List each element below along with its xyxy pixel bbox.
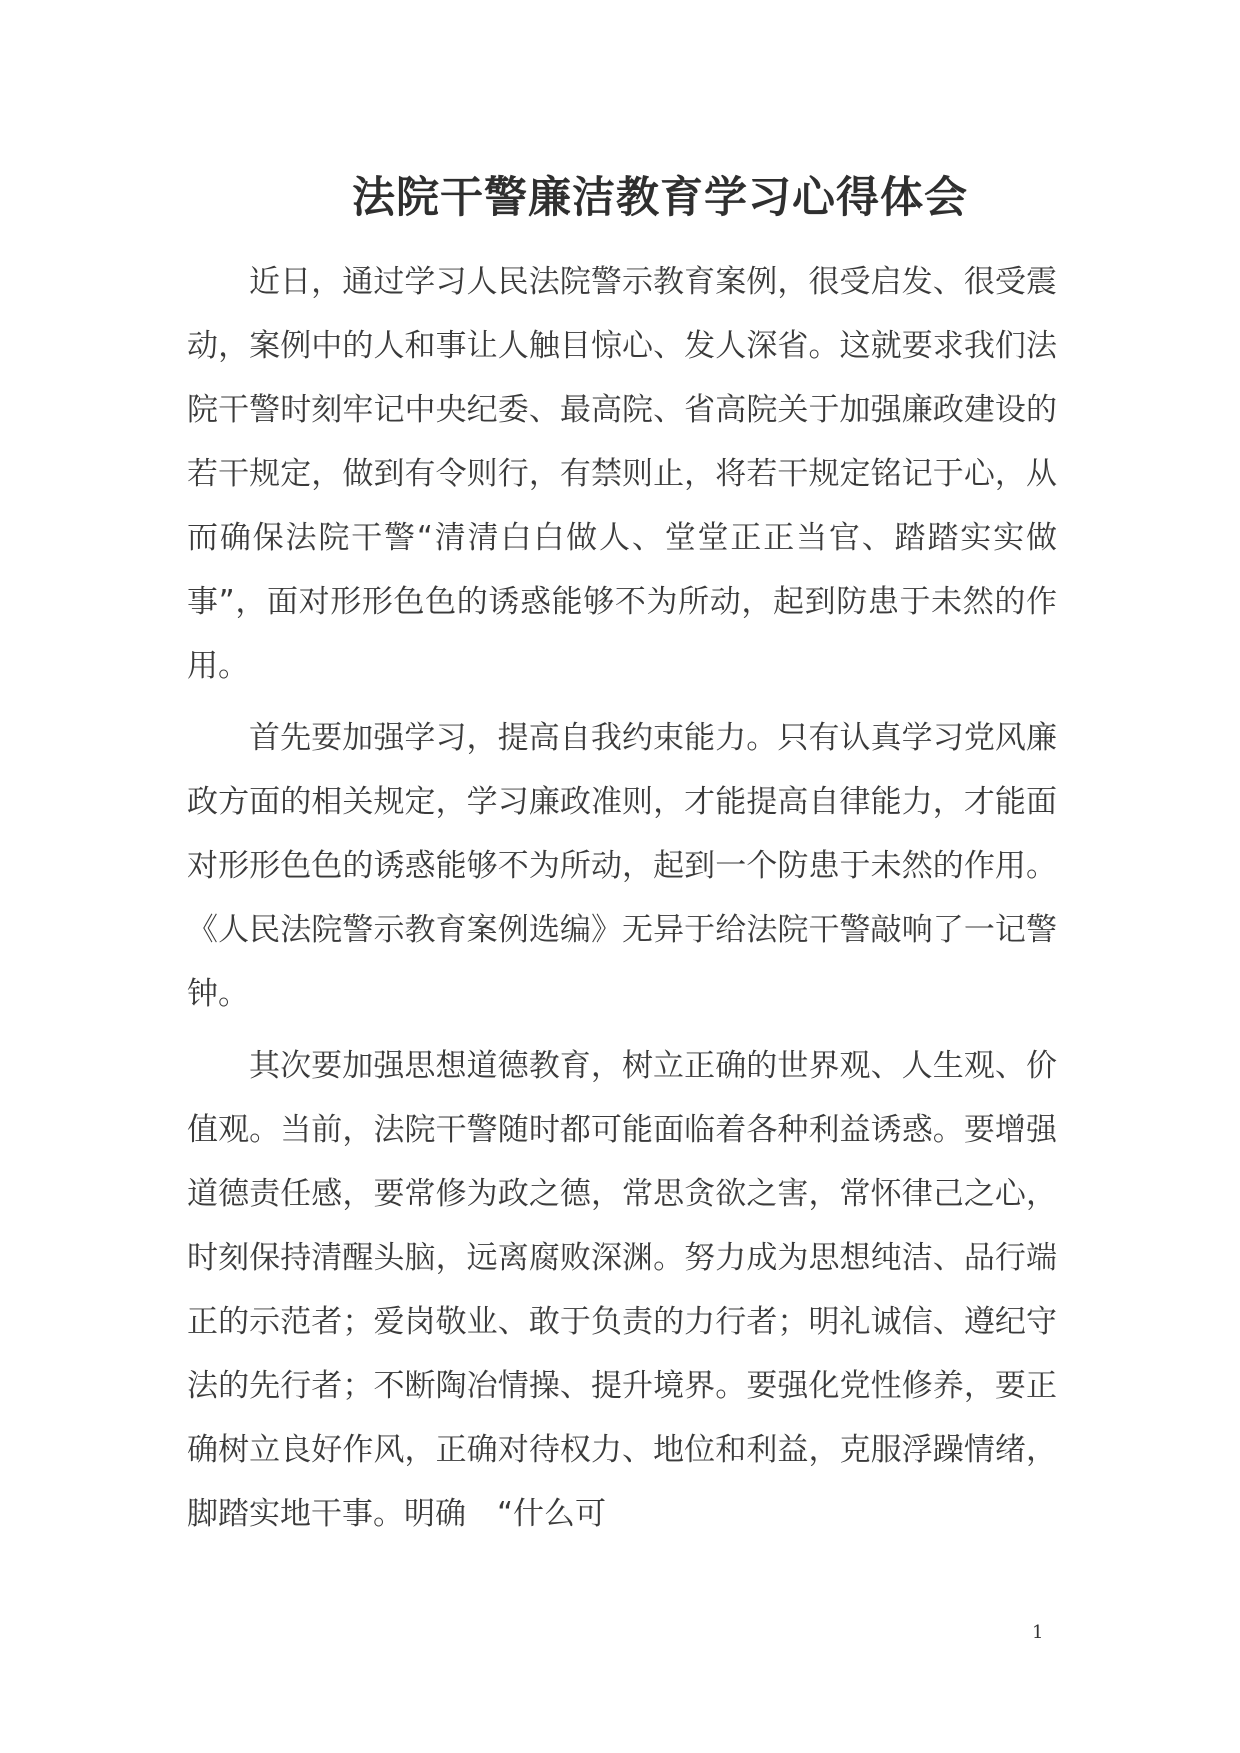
- document-title: 法院干警廉洁教育学习心得体会: [352, 173, 968, 223]
- paragraph-study: 首先要加强学习，提高自我约束能力。只有认真学习党风廉政方面的相关规定，学习廉政准则，才能提高自律能力，才能面对形形色色的诱惑能够不为所动，起到一个防患于未然的作用。《人民法院警示教育案例选编》无异于给法院干警敲响了一记警钟。: [187, 720, 1057, 1012]
- paragraph-intro: 近日，通过学习人民法院警示教育案例，很受启发、很受震动，案例中的人和事让人触目惊心、发人深省。这就要求我们法院干警时刻牢记中央纪委、最高院、省高院关于加强廉政建设的若干规定，做到有令则行，有禁则止，将若干规定铭记于心，从而确保法院干警“清清白白做人、堂堂正正当官、踏踏实实做事”，面对形形色色的诱惑能够不为所动，起到防患于未然的作用。: [187, 264, 1057, 684]
- page-number: 1: [1032, 1622, 1044, 1643]
- paragraph-moral-education: 其次要加强思想道德教育，树立正确的世界观、人生观、价值观。当前，法院干警随时都可能面临着各种利益诱惑。要增强道德责任感，要常修为政之德，常思贪欲之害，常怀律己之心，时刻保持清醒头脑，远离腐败深渊。努力成为思想纯洁、品行端正的示范者；爱岗敬业、敢于负责的力行者；明礼诚信、遵纪守法的先行者；不断陶冶情操、提升境界。要强化党性修养，要正确树立良好作风，正确对待权力、地位和利益，克服浮躁情绪，脚踏实地干事。明确 “什么可: [187, 1048, 1057, 1532]
- document-body: [187, 250, 1057, 1546]
